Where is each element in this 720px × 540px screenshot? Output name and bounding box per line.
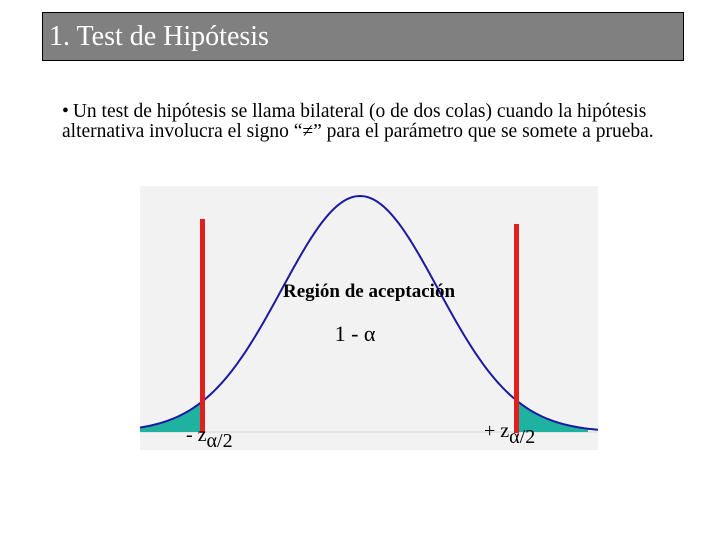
paragraph-text: Un test de hipótesis se llama bilateral (o de dos colas) cuando la hipótesis alternativa involucra el signo “≠” para el parámetro que se somete a prueba.	[62, 101, 654, 142]
lower-critical-sign: - z	[186, 424, 207, 446]
bullet-icon: •	[62, 101, 69, 122]
acceptance-region-label: Región de aceptación	[282, 281, 456, 302]
upper-critical-line	[514, 224, 519, 433]
upper-critical-subscript: α/2	[509, 426, 536, 448]
confidence-level-label: 1 - α	[334, 321, 376, 346]
lower-critical-line	[200, 219, 205, 433]
lower-critical-subscript: α/2	[206, 430, 233, 452]
upper-critical-sign: + z	[484, 420, 510, 442]
slide-title: 1. Test de Hipótesis	[49, 21, 269, 52]
